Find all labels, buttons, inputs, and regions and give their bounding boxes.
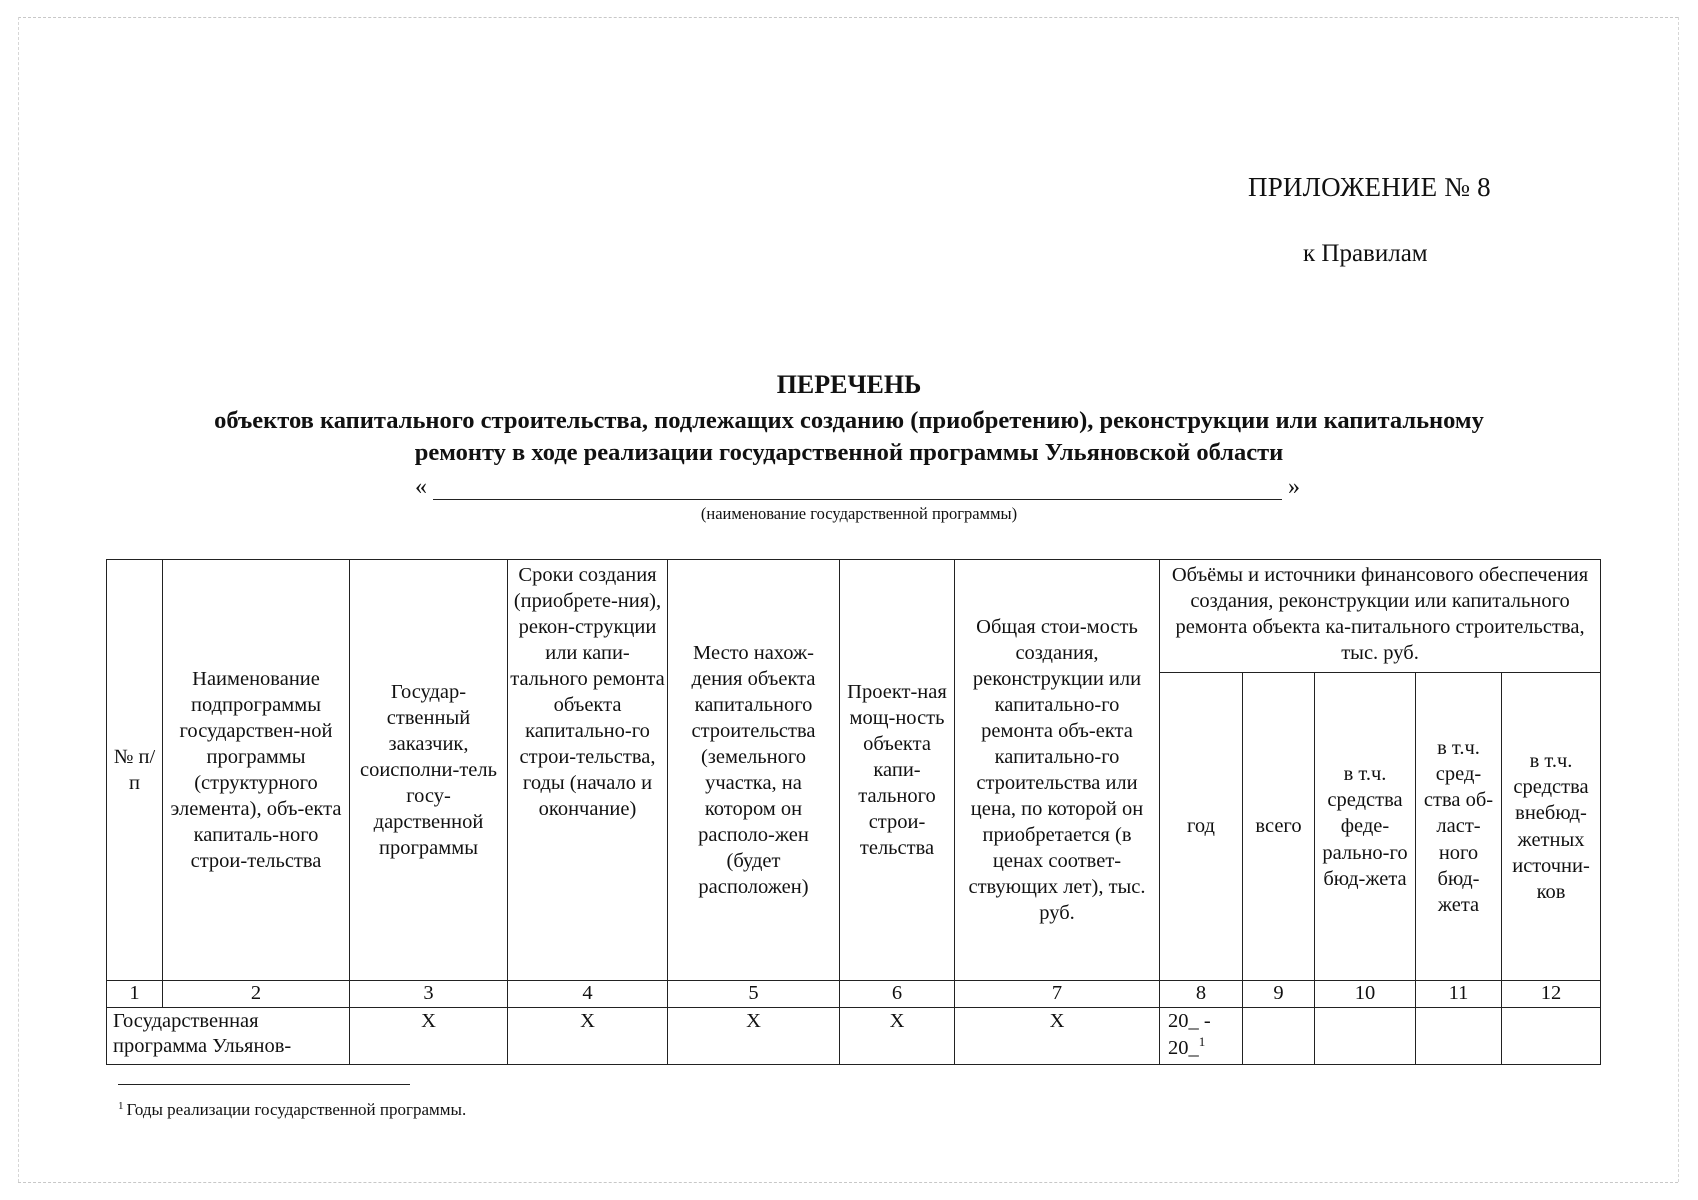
header-financing-group: Объёмы и источники финансового обеспечения создания, реконструкции или капитального ремонта объекта ка-питального строительства, тыс. руб. [1160,560,1601,673]
footnote-ref: 1 [1198,1034,1206,1049]
footnote [118,1100,466,1120]
row-cell-location: Х [668,1008,840,1065]
header-capacity: Проект-ная мощ-ность объекта капи-тального строи-тельства [840,560,955,981]
column-number: 11 [1416,981,1502,1008]
column-number: 12 [1502,981,1601,1008]
column-numbers-row [107,981,1601,1008]
row-cell-capacity: Х [840,1008,955,1065]
row-cell-federal [1315,1008,1416,1065]
document-subtitle-line2: ремонту в ходе реализации государственной программы Ульяновской области [414,439,1284,466]
row-cell-extrabudgetary [1502,1008,1601,1065]
header-total-cost: Общая стои-мость создания, реконструкции или капитально-го ремонта объ-екта капитально-го строительства или цена, по которой он приобретается (в ценах соответ-ствующих лет), тыс. руб. [955,560,1160,981]
column-number: 1 [107,981,163,1008]
column-number: 4 [508,981,668,1008]
appendix-label: ПРИЛОЖЕНИЕ № 8 [1248,172,1491,202]
objects-table [106,559,1601,1065]
scan-border-left [18,17,19,1182]
footnote-separator [118,1084,410,1085]
row-cell-total-cost: Х [955,1008,1160,1065]
year-range-end [1168,1034,1240,1061]
column-number: 10 [1315,981,1416,1008]
table-row [107,1008,1601,1065]
header-regional: в т.ч. сред-ства об-ласт-ного бюд-жета [1416,673,1502,981]
header-location: Место нахож-дения объекта капитального строительства (земельного участка, на котором он располо-жен (будет расположен) [668,560,840,981]
table-header-row [107,560,1601,673]
row-cell-total [1243,1008,1315,1065]
year-range-start: 20_ - [1168,1010,1211,1032]
column-number: 5 [668,981,840,1008]
quote-open: « [415,474,427,500]
header-name: Наименование подпрограммы государствен-ной программы (структурного элемента), объ-екта капиталь-ного строи-тельства [163,560,350,981]
scan-border-bottom [18,1182,1678,1183]
row-cell-customer: Х [350,1008,508,1065]
program-name-underline [433,499,1282,500]
footnote-text: Годы реализации государственной программы. [126,1100,467,1119]
footnote-marker: 1 [118,1100,124,1112]
quote-close: » [1288,474,1300,500]
header-year: год [1160,673,1243,981]
header-customer: Государ-ственный заказчик, соисполни-тель госу-дарственной программы [350,560,508,981]
header-federal: в т.ч. средства феде-рально-го бюд-жета [1315,673,1416,981]
column-number: 9 [1243,981,1315,1008]
scan-border-top [18,17,1678,18]
appendix-reference: к Правилам [1303,240,1428,267]
header-terms: Сроки создания (приобрете-ния), рекон-струкции или капи-тального ремонта объекта капитально-го строи-тельства, годы (начало и окончание) [508,560,668,981]
column-number: 6 [840,981,955,1008]
column-number: 7 [955,981,1160,1008]
document-title: ПЕРЕЧЕНЬ [776,370,922,399]
year-range-end-text: 20_ [1168,1036,1199,1059]
column-number: 3 [350,981,508,1008]
document-subtitle-line1: объектов капитального строительства, подлежащих созданию (приобретению), реконструкции или капитальному [214,407,1484,434]
header-number: № п/п [107,560,163,981]
row-cell-terms: Х [508,1008,668,1065]
program-name-blank [415,474,1300,504]
column-number: 8 [1160,981,1243,1008]
row-program-name: Государственная программа Ульянов- [107,1008,350,1065]
program-name-caption: (наименование государственной программы) [700,504,1018,523]
scan-border-right [1678,17,1679,1182]
header-extrabudgetary: в т.ч. средства внебюд-жетных источни-ков [1502,673,1601,981]
header-total: всего [1243,673,1315,981]
row-cell-regional [1416,1008,1502,1065]
row-cell-year [1160,1008,1243,1065]
column-number: 2 [163,981,350,1008]
